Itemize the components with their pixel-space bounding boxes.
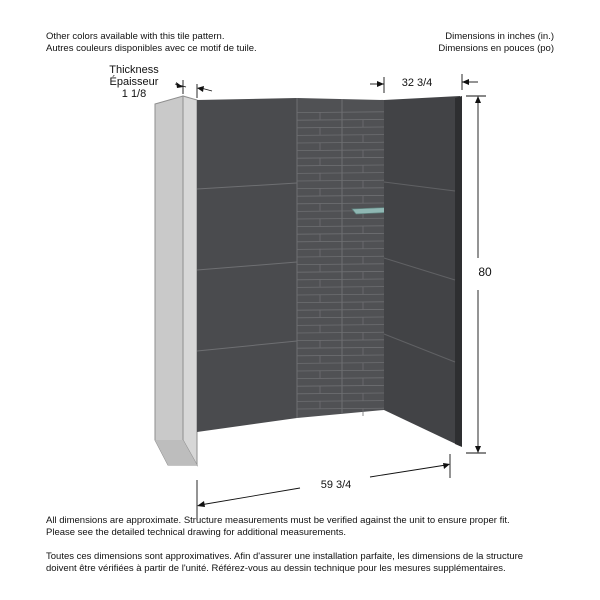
colors-note-fr: Autres couleurs disponibles avec ce motif de tuile. [46, 43, 257, 54]
thickness-value: 1 1/8 [121, 88, 147, 100]
disclaimer-en-line2: Please see the detailed technical drawing for additional measurements. [46, 527, 346, 538]
right-wall-edge [455, 96, 462, 447]
units-note-en: Dimensions in inches (in.) [445, 31, 554, 42]
right-wall-panel [384, 96, 460, 446]
back-wall-left-section [197, 98, 297, 432]
thickness-label-fr: Épaisseur [109, 76, 159, 88]
width-value: 59 3/4 [320, 479, 352, 491]
height-value: 80 [478, 265, 492, 279]
left-panel-edge [183, 96, 197, 465]
colors-note-en: Other colors available with this tile pattern. [46, 31, 225, 42]
disclaimer-en-line1: All dimensions are approximate. Structure measurements must be verified against the unit to ensure proper fit. [46, 515, 510, 526]
disclaimer-fr-line1: Toutes ces dimensions sont approximatives. Afin d'assurer une installation parfaite, les dimensions de la structure [46, 551, 524, 562]
disclaimer-fr-line2: doivent être vérifiées à partir de l'unité. Référez-vous au dessin technique pour les mesures supplémentaires. [46, 563, 506, 574]
depth-value: 32 3/4 [401, 77, 433, 89]
thickness-label-en: Thickness [109, 64, 159, 76]
units-note-fr: Dimensions en pouces (po) [438, 43, 554, 54]
